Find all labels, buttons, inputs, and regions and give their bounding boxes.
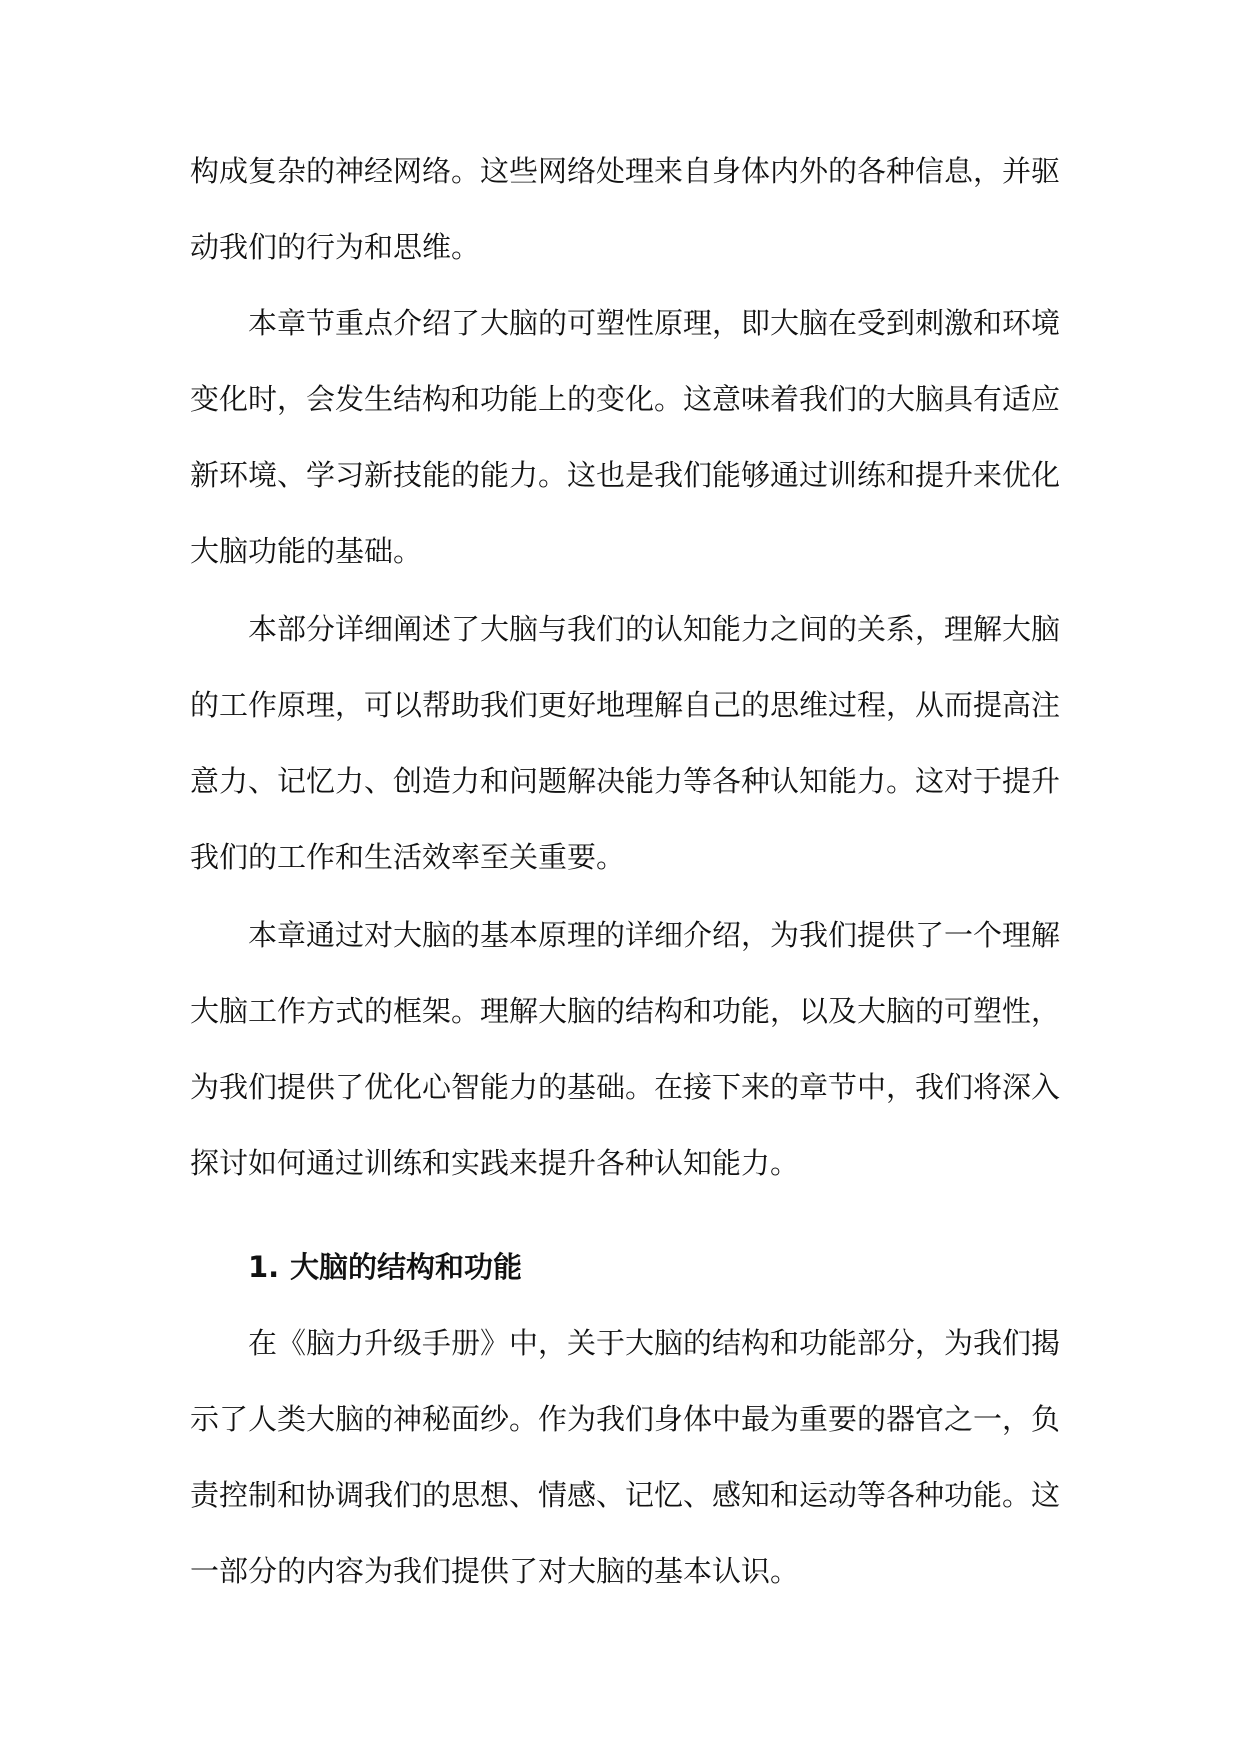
- paragraph-3-line-2: 的工作原理，可以帮助我们更好地理解自己的思维过程，从而提高注: [190, 688, 1061, 722]
- section-paragraph-line-3: 责控制和协调我们的思想、情感、记忆、感知和运动等各种功能。这: [190, 1478, 1061, 1512]
- paragraph-4-line-4: 探讨如何通过训练和实践来提升各种认知能力。: [190, 1146, 800, 1180]
- section-heading-number: 1.: [248, 1250, 280, 1284]
- paragraph-4-line-1: 本章通过对大脑的基本原理的详细介绍，为我们提供了一个理解: [248, 918, 1061, 952]
- paragraph-2-line-3: 新环境、学习新技能的能力。这也是我们能够通过训练和提升来优化: [190, 458, 1061, 492]
- section-paragraph-line-1: 在《脑力升级手册》中，关于大脑的结构和功能部分，为我们揭: [248, 1326, 1061, 1360]
- section-heading: [248, 1244, 522, 1290]
- paragraph-1-line-1: 构成复杂的神经网络。这些网络处理来自身体内外的各种信息，并驱: [190, 154, 1061, 188]
- paragraph-2-line-2: 变化时，会发生结构和功能上的变化。这意味着我们的大脑具有适应: [190, 382, 1061, 416]
- paragraph-3-line-3: 意力、记忆力、创造力和问题解决能力等各种认知能力。这对于提升: [190, 764, 1061, 798]
- paragraph-3-line-1: 本部分详细阐述了大脑与我们的认知能力之间的关系，理解大脑: [248, 612, 1061, 646]
- paragraph-1-line-2: 动我们的行为和思维。: [190, 230, 481, 264]
- section-heading-title: 大脑的结构和功能: [290, 1250, 523, 1284]
- paragraph-3-line-4: 我们的工作和生活效率至关重要。: [190, 840, 626, 874]
- paragraph-2-line-4: 大脑功能的基础。: [190, 534, 423, 568]
- paragraph-4-line-2: 大脑工作方式的框架。理解大脑的结构和功能，以及大脑的可塑性，: [190, 994, 1061, 1028]
- section-paragraph-line-4: 一部分的内容为我们提供了对大脑的基本认识。: [190, 1554, 800, 1588]
- paragraph-4-line-3: 为我们提供了优化心智能力的基础。在接下来的章节中，我们将深入: [190, 1070, 1061, 1104]
- section-paragraph-line-2: 示了人类大脑的神秘面纱。作为我们身体中最为重要的器官之一，负: [190, 1402, 1061, 1436]
- paragraph-2-line-1: 本章节重点介绍了大脑的可塑性原理，即大脑在受到刺激和环境: [248, 306, 1061, 340]
